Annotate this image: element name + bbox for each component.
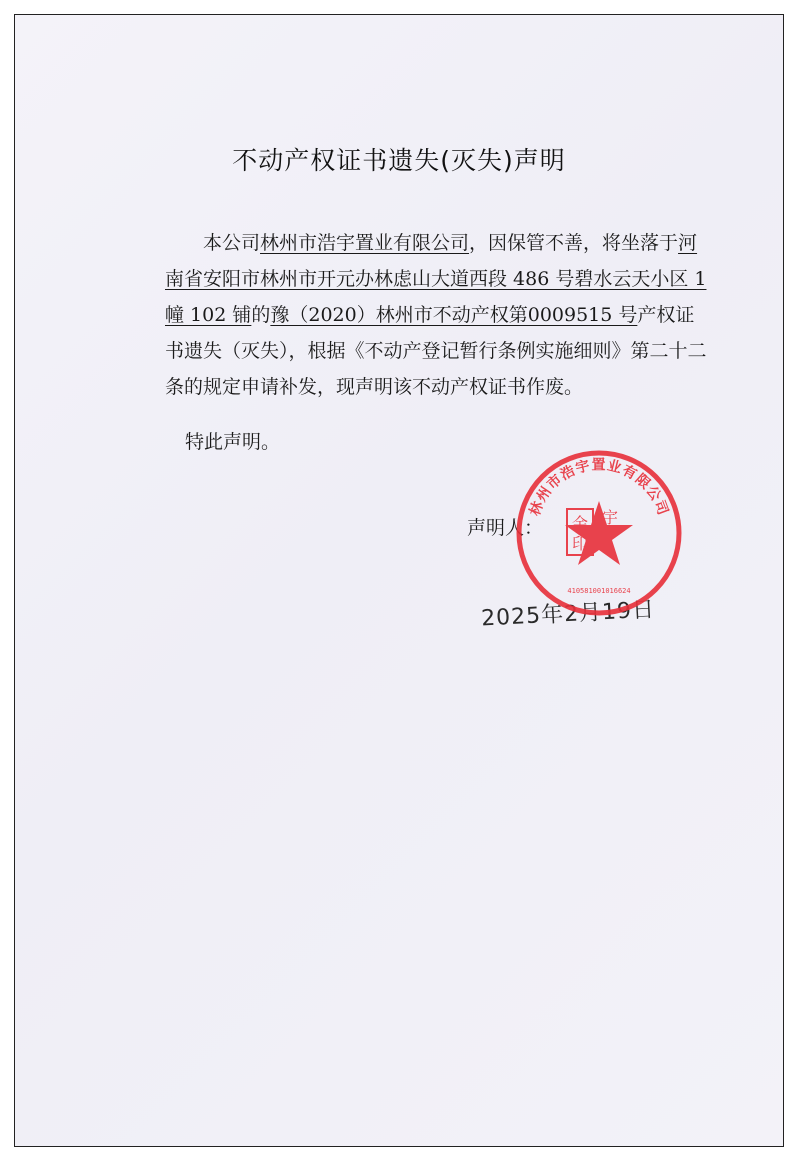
seal-number: 410581001016624 [567,587,631,595]
company-name: 林州市浩宇置业有限公司 [260,232,470,254]
seal-inner-text-3: 印 [571,534,589,553]
handwritten-date: 2025年2月19日 [480,597,656,632]
seal-inner-text-2: 宇 [601,508,619,527]
body-text-2: 的 [251,304,271,326]
seal-inner-text-1: 金 [571,514,589,533]
document-title: 不动产权证书遗失(灭失)声明 [232,146,566,175]
body-intro: 本公司 [203,232,261,254]
seal-ring-text: 林州市浩宇置业有限公司 [527,457,671,519]
body-text-1: ，因保管不善，将坐落于 [469,232,679,254]
closing-statement: 特此声明。 [185,431,281,453]
body-text-3: 产权证书遗失（灭失），根据《不动产登记暂行条例实施细则》第二十二条的规定申请补发，现声明该不动产权证书作废。 [165,304,707,398]
certificate-number: 豫（2020）林州市不动产权第0009515 号 [270,304,638,326]
document-sheet [14,14,784,1147]
statement-body [165,225,713,405]
company-seal [513,447,685,619]
property-address: 河南省安阳市林州市开元办林虑山大道西段 486 号碧水云天小区 1 幢 102 铺 [165,232,707,326]
declarant-label: 声明人： [467,517,544,539]
